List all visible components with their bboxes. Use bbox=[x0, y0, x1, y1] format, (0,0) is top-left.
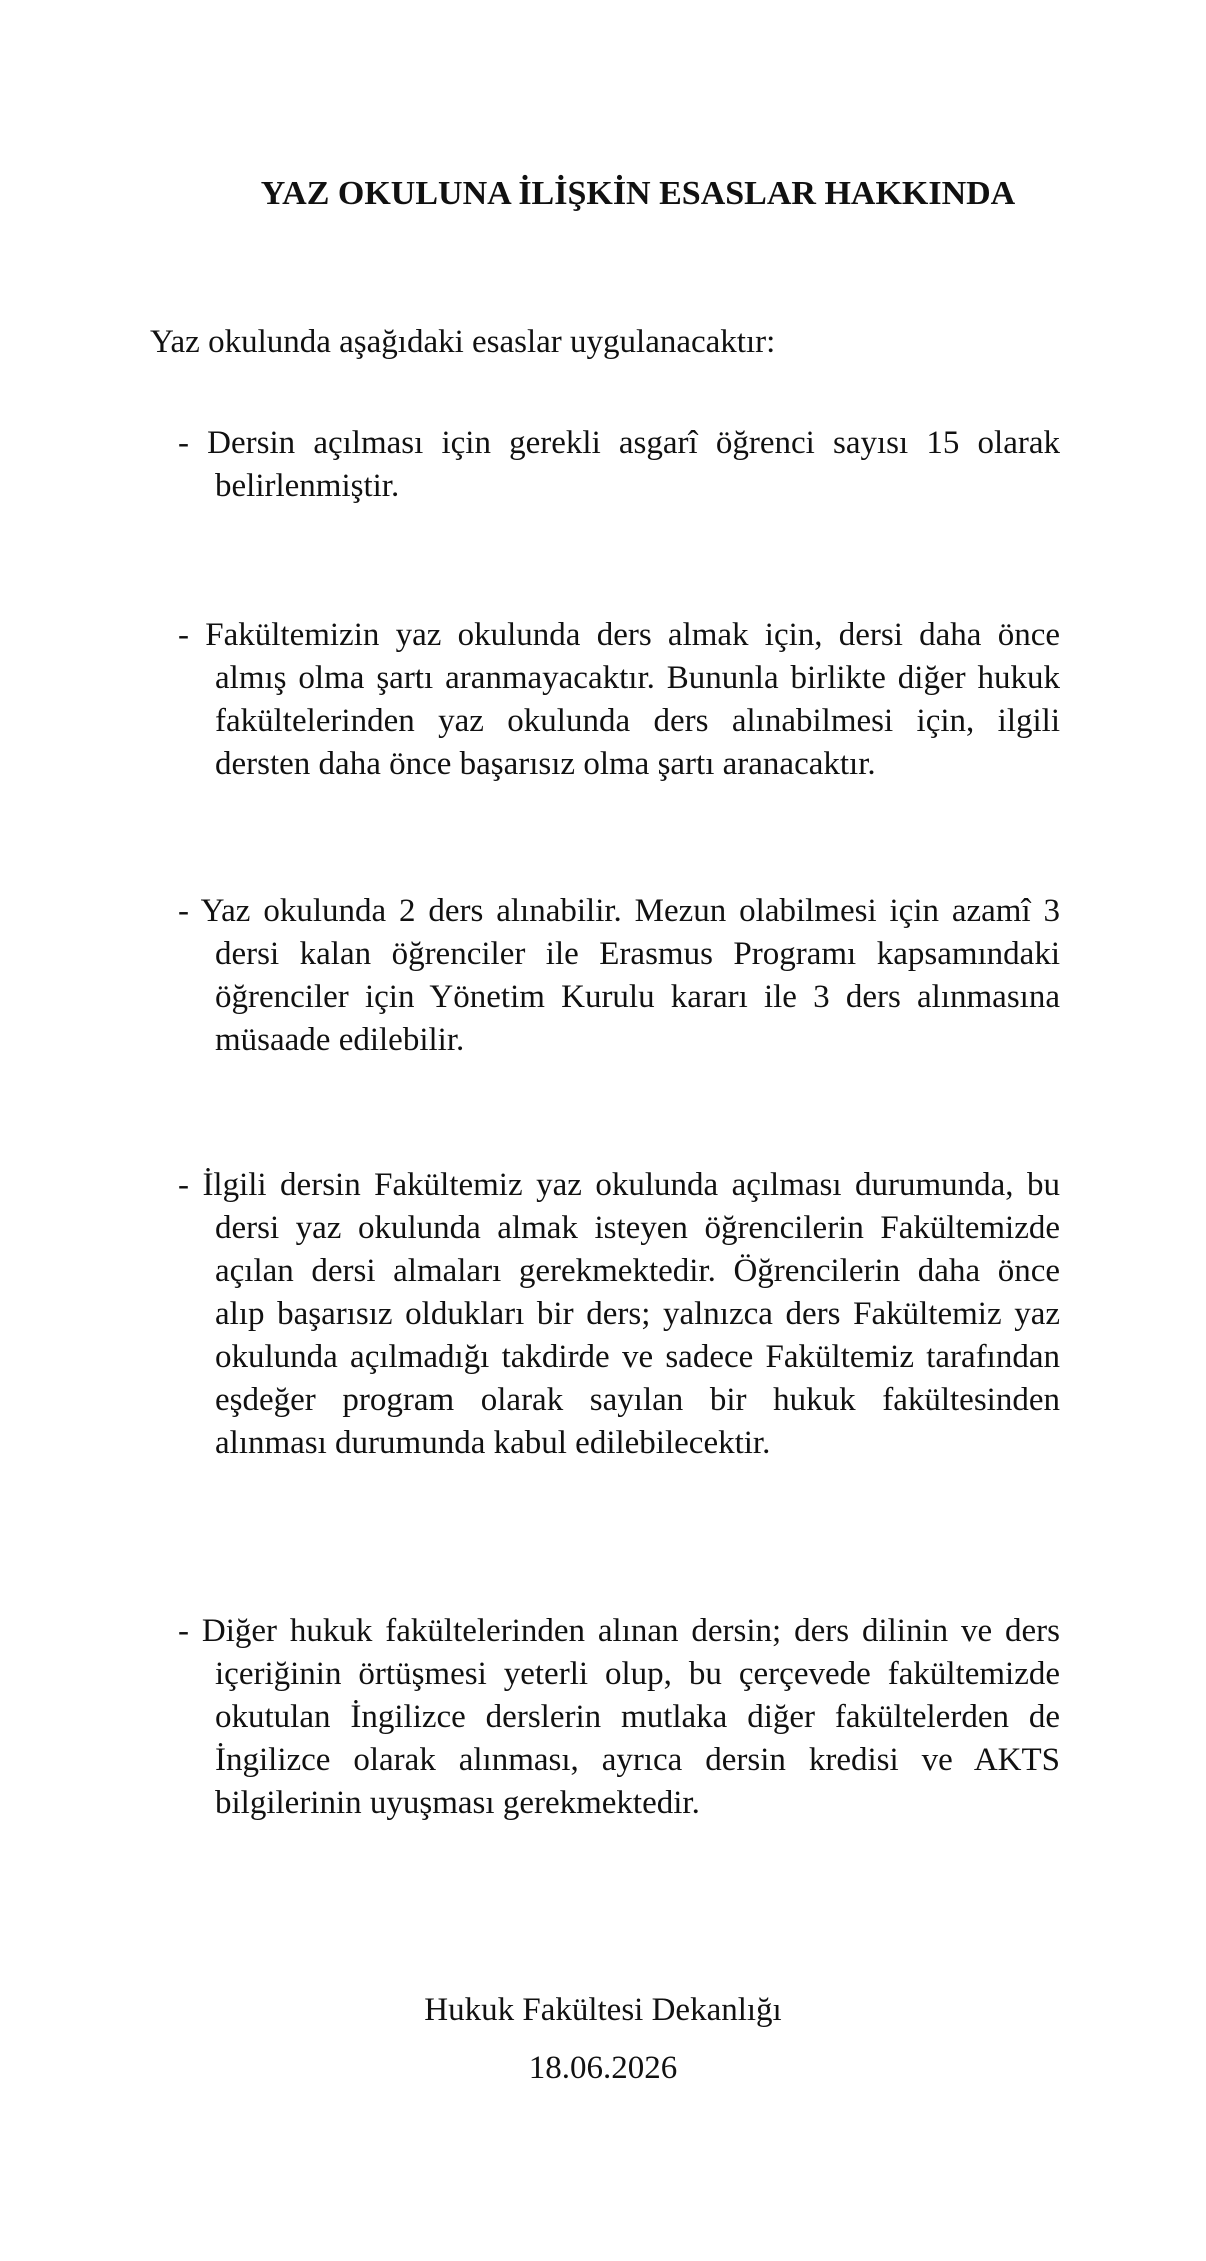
document-title: YAZ OKULUNA İLİŞKİN ESASLAR HAKKINDA bbox=[260, 175, 1016, 212]
rule-item-3: - Yaz okulunda 2 ders alınabilir. Mezun olabilmesi için azamî 3 dersi kalan öğrenciler ile Erasmus Programı kapsamındaki öğrenciler için Yönetim Kurulu kararı ile 3 ders alınmasına müsaade edilebilir. bbox=[178, 893, 1060, 1058]
rule-item-5: - Diğer hukuk fakültelerinden alınan dersin; ders dilinin ve ders içeriğinin örtüşmesi yeterli olup, bu çerçevede fakültemizde okutulan İngilizce derslerin mutlaka diğer fakültelerden de İngilizce olarak alınması, ayrıca dersin kredisi ve AKTS bilgilerinin uyuşması gerekmektedir. bbox=[178, 1613, 1060, 1821]
rule-item-1: - Dersin açılması için gerekli asgarî öğrenci sayısı 15 olarak belirlenmiştir. bbox=[178, 425, 1060, 504]
rule-item-4: - İlgili dersin Fakültemiz yaz okulunda açılması durumunda, bu dersi yaz okulunda almak isteyen öğrencilerin Fakültemizde açılan dersi almaları gerekmektedir. Öğrencilerin daha önce alıp başarısız oldukları bir ders; yalnızca ders Fakültemiz yaz okulunda açılmadığı takdirde ve sadece Fakültemiz tarafından eşdeğer program olarak sayılan bir hukuk fakültesinden alınması durumunda kabul edilebilecektir. bbox=[178, 1167, 1060, 1461]
intro-paragraph: Yaz okulunda aşağıdaki esaslar uygulanacaktır: bbox=[150, 324, 776, 360]
signature-office: Hukuk Fakültesi Dekanlığı bbox=[424, 1992, 782, 2028]
rule-item-2: - Fakültemizin yaz okulunda ders almak için, dersi daha önce almış olma şartı aranmayacaktır. Bununla birlikte diğer hukuk fakültelerinden yaz okulunda ders alınabilmesi için, ilgili dersten daha önce başarısız olma şartı aranacaktır. bbox=[178, 617, 1060, 782]
document-date: 18.06.2026 bbox=[528, 2050, 678, 2086]
